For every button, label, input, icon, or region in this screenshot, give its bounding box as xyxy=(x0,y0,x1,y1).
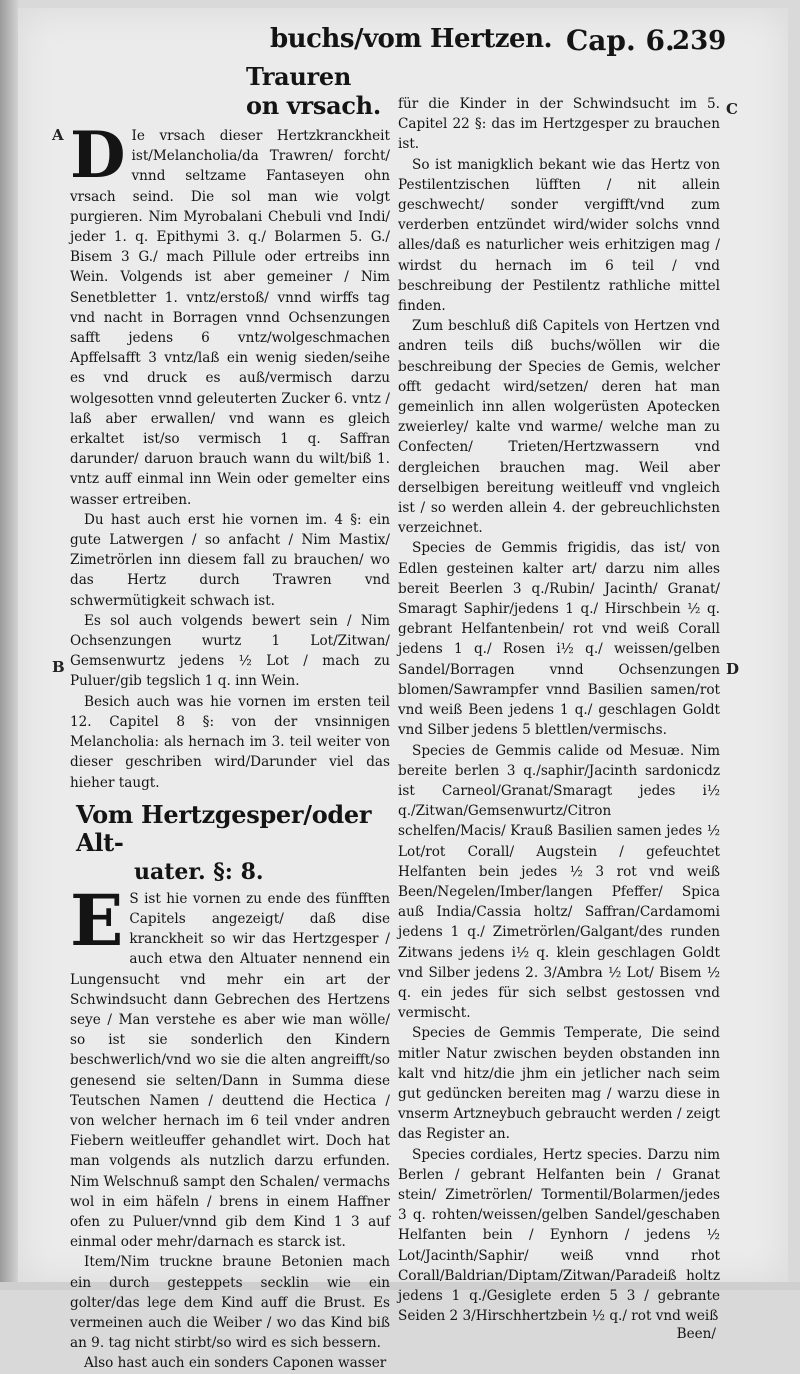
running-header xyxy=(270,24,782,60)
paragraph: Species de Gemmis Temperate, Die seind mitler Natur zwischen beyden obstanden inn kalt vnd hitz/die jhm ein jetlicher nach seim gut gedüncken bereiten mag / warzu diese in vnserm Artzneybuch gebraucht werden / zeigt das Register an. xyxy=(398,1023,720,1144)
running-title: buchs/vom Hertzen. xyxy=(270,24,552,54)
paragraph-text: Ie vrsach dieser Hertzkranckheit ist/Melancholia/da Trawren/ forcht/ vnnd seltzame Fantaseyen ohn vrsach seind. Die sol man wie volgt purgieren. Nim Myrobalani Chebuli vnd Indi/ jeder 1. q. Epithymi 3. q./ Bolarmen 5. G./ Bisem 3 G./ mach Pillule oder ertreibs inn Wein. Volgends ist aber gemeiner / Nim Senetbletter 1. vntz/erstoß/ vnnd wirffs tag vnd nacht in Borragen vnnd Ochsenzungen safft jedens 6 vntz/wolgeschmachen Apffelsafft 3 vntz/laß ein wenig sieden/seihe es vnd druck es auß/vermisch darzu wolgesotten vnnd geleuterten Zucker 6. vntz / laß aber erwallen/ vnd wann es gleich erkaltet ist/so vermisch 1 q. Saffran darunder/ daruon brauch wann du wilt/biß 1. vntz auff einmal inn Wein oder gemelter eins wasser ertreiben. xyxy=(70,128,390,508)
right-column xyxy=(398,94,720,1342)
paragraph: Es sol auch volgends bewert sein / Nim Ochsenzungen wurtz 1 Lot/Zitwan/ Gemsenwurtz jedens ½ Lot / mach zu Puluer/gib tegslich 1 q. inn Wein. xyxy=(70,611,390,692)
paragraph xyxy=(70,889,390,1253)
paragraph: Species cordiales, Hertz species. Darzu nim Berlen / gebrant Helfanten bein / Granat stein/ Zimetrörlen/ Tormentil/Bolarmen/jedes 3 q. rohten/weissen/gelben Sandel/geschaben Helfanten bein / Eynhorn / jedens ½ Lot/Jacinth/Saphir/ weiß vnnd rhot Corall/Baldrian/Diptam/Zitwan/Paradeiß holtz jedens 1 q./Gesiglete erden 5 3 / gebrante Seiden 2 3/Hirschhertzbein ½ q./ rot vnd weiß xyxy=(398,1145,720,1327)
left-column xyxy=(70,62,390,1374)
page-shadow-edge xyxy=(0,0,20,1290)
paragraph: Item/Nim truckne braune Betonien mach ein durch gesteppets secklin wie ein golter/das lege dem Kind auff die Brust. Es vermeinen auch die Weiber / wo das Kind biß an 9. tag nicht stirbt/so wird es sich bessern. xyxy=(70,1252,390,1353)
paragraph: So ist manigklich bekant wie das Hertz von Pestilentzischen lüfften / nit allein geschwecht/ sonder vergifft/vnd zum verderben entzündet wird/wider solchs vnnd alles/daß es naturlicher weis erhitzigen mag / wirdst du hernach im 6 teil / vnd beschreibung der Pestilentz rathliche mittel finden. xyxy=(398,155,720,317)
drop-cap: D xyxy=(70,128,126,184)
section-title-hertzgesper: Vom Hertzgesper/oder Alt- xyxy=(70,801,390,857)
section-subtitle: uater. §: 8. xyxy=(70,859,390,885)
paragraph: Besich auch was hie vornen im ersten teil 12. Capitel 8 §: von der vnsinnigen Melancholia: als hernach im 3. teil weiter von dieser geschriben wird/Darunder viel das hieher taugt. xyxy=(70,692,390,793)
section-title-trauren: Trauren on vrsach. xyxy=(70,62,390,120)
paragraph-text: S ist hie vornen zu ende des fünfften Capitels angezeigt/ daß dise kranckheit so wir das Hertzgesper / auch etwa den Altuater nennend ein Lungensucht vnd mehr ein art der Schwindsucht dann Gebrechen des Hertzens seye / Man verstehe es aber wie man wölle/ so ist sie sonderlich den Kindern beschwerlich/vnd wo sie die alten angreifft/so genesend sie selten/Dann in Summa diese Teutschen Namen / deuttend die Hectica / von welcher hernach im 6 teil vnder andren Fiebern weitleuffer gehandlet wirt. Doch hat man volgends als nutzlich darzu erfunden. Nim Welschnuß sampt den Schalen/ vermachs wol in eim häfeln / brens in einem Haffner ofen zu Puluer/vnnd gib dem Kind 1 3 auf einmal oder mehr/darnach es starck ist. xyxy=(70,891,390,1250)
margin-marker-a: A xyxy=(52,126,64,144)
paragraph: Also hast auch ein sonders Caponen wasser xyxy=(70,1353,390,1373)
paragraph: Species de Gemmis frigidis, das ist/ von Edlen gesteinen kalter art/ darzu nim alles bereit Beerlen 3 q./Rubin/ Jacinth/ Granat/ Smaragt Saphir/jedens 1 q./ Hirschbein ½ q. gebrant Helfantenbein/ rot vnd weiß Corall jedens 1 q./ Rosen i½ q./ weissen/gelben Sandel/Borragen vnnd Ochsenzungen blomen/Sawrampfer vnnd Basilien samen/rot vnd weiß Been jedens 1 q./ geschlagen Goldt vnd Silber jedens 5 blettlen/vermischs. xyxy=(398,538,720,740)
catchword: Been/ xyxy=(398,1326,720,1342)
chapter-label: Cap. 6. xyxy=(566,24,675,57)
drop-cap: E xyxy=(70,891,123,951)
margin-marker-d: D xyxy=(726,660,739,678)
margin-marker-b: B xyxy=(52,658,65,676)
paragraph: für die Kinder in der Schwindsucht im 5. Capitel 22 §: das im Hertzgesper zu brauchen ist. xyxy=(398,94,720,155)
paragraph: Species de Gemmis calide od Mesuæ. Nim bereite berlen 3 q./saphir/Jacinth sardonicdz ist Carneol/Granat/Smaragt jedes i½ q./Zitwan/Gemsenwurtz/Citron schelfen/Macis/ Krauß Basilien samen jedes ½ Lot/rot Corall/ Augstein / gefeuchtet Helfanten bein jedes ½ 3 rot vnd weiß Been/Negelen/Imber/langen Pfeffer/ Spica auß India/Cassia holtz/ Saffran/Cardamomi jedens 1 q./ Zimetrörlen/Galgant/des runden Zitwans jedens i½ q. klein geschlagen Goldt vnd Silber jedens 2. 3/Ambra ½ Lot/ Bisem ½ q. ein jedes für sich selbst gestossen vnd vermischt. xyxy=(398,741,720,1024)
margin-marker-c: C xyxy=(726,100,738,118)
page-number: 239 xyxy=(672,26,726,56)
paragraph xyxy=(70,126,390,510)
paragraph: Du hast auch erst hie vornen im. 4 §: ein gute Latwergen / so anfacht / Nim Mastix/ Zimetrörlen inn diesem fall zu brauchen/ wo das Hertz durch Trawren vnd schwermütigkeit schwach ist. xyxy=(70,510,390,611)
paragraph: Zum beschluß diß Capitels von Hertzen vnd andren teils diß buchs/wöllen wir die beschreibung der Species de Gemis, welcher offt gedacht wird/setzen/ deren hat man gemeinlich inn allen wolgerüsten Apotecken zweierley/ kalte vnd warme/ welche man zu Confecten/ Trieten/Hertzwassern vnd dergleichen brauchen mag. Weil aber derselbigen bereitung weitleuff vnd vngleich ist / so werden allein 4. der gebreuchlichsten verzeichnet. xyxy=(398,316,720,538)
